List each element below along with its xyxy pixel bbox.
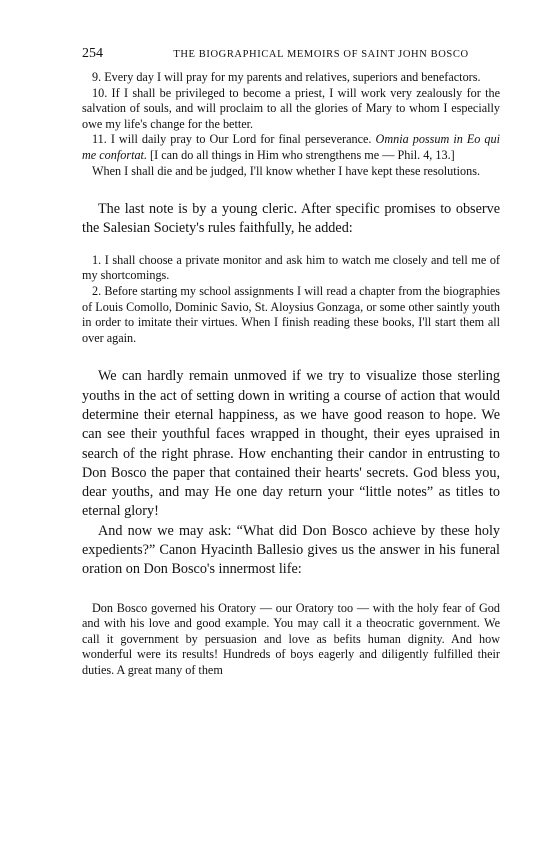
- cleric-note-1: 1. I shall choose a private monitor and ask him to watch me closely and tell me of my shortcomings.: [82, 252, 500, 283]
- resolutions-list: [82, 70, 500, 179]
- page-header: [82, 46, 500, 70]
- running-head: THE BIOGRAPHICAL MEMOIRS OF SAINT JOHN BOSCO: [173, 49, 469, 60]
- resolutions-closing: When I shall die and be judged, I'll know whether I have kept these resolutions.: [92, 163, 481, 178]
- ballesio-quotation: Don Bosco governed his Oratory — our Oratory too — with the holy fear of God and with his love and good example. You may call it a theocratic government. We call it government by persuasion and love as befits human dignity. And how wonderful were its results! Hundreds of boys eagerly and diligently fulfilled their duties. A great many of them: [82, 600, 500, 677]
- commentary-paragraph-1: We can hardly remain unmoved if we try to visualize those sterling youths in the act of setting down in writing a course of action that would determine their eternal happiness, as we have good reason to hope. We can see their youthful faces wrapped in thought, their eyes upraised in search of the right phrase. How enchanting their candor in entrusting to Don Bosco the paper that contained their hearts' secrets. God bless you, dear youths, and may He one day return your “little notes” as titles to eternal glory!: [82, 368, 500, 520]
- resolution-item-10: 10. If I shall be privileged to become a priest, I will work very zealously for the salvation of souls, and will proclaim to all the glories of Mary to whom I especially owe my life's change for the better.: [82, 85, 500, 131]
- cleric-note-2: 2. Before starting my school assignments I will read a chapter from the biographies of Louis Comollo, Dominic Savio, St. Aloysius Gonzaga, or some other saintly youth in order to imitate their virtues. When I finish reading these books, I'll start them all over again.: [82, 283, 500, 345]
- cleric-notes-list: [82, 253, 500, 347]
- resolution-item-11-text: 11. I will daily pray to Our Lord for final perseverance.: [92, 132, 376, 147]
- commentary-paragraph-2: And now we may ask: “What did Don Bosco achieve by these holy expedients?” Canon Hyacinth Ballesio gives us the answer in his funeral oration on Don Bosco's innermost life:: [82, 522, 500, 578]
- page-number: 254: [82, 46, 103, 61]
- latin-quote: Omnia possum in Eo qui me confortat.: [82, 132, 500, 162]
- cleric-intro-paragraph: The last note is by a young cleric. After specific promises to observe the Salesian Society's rules faithfully, he added:: [82, 201, 500, 237]
- resolution-item-9: 9. Every day I will pray for my parents and relatives, superiors and benefactors.: [92, 70, 481, 84]
- book-page: [82, 46, 500, 679]
- resolution-item-11: [82, 132, 500, 163]
- resolution-item-11-translation: [I can do all things in Him who strengthens me — Phil. 4, 13.]: [147, 147, 455, 162]
